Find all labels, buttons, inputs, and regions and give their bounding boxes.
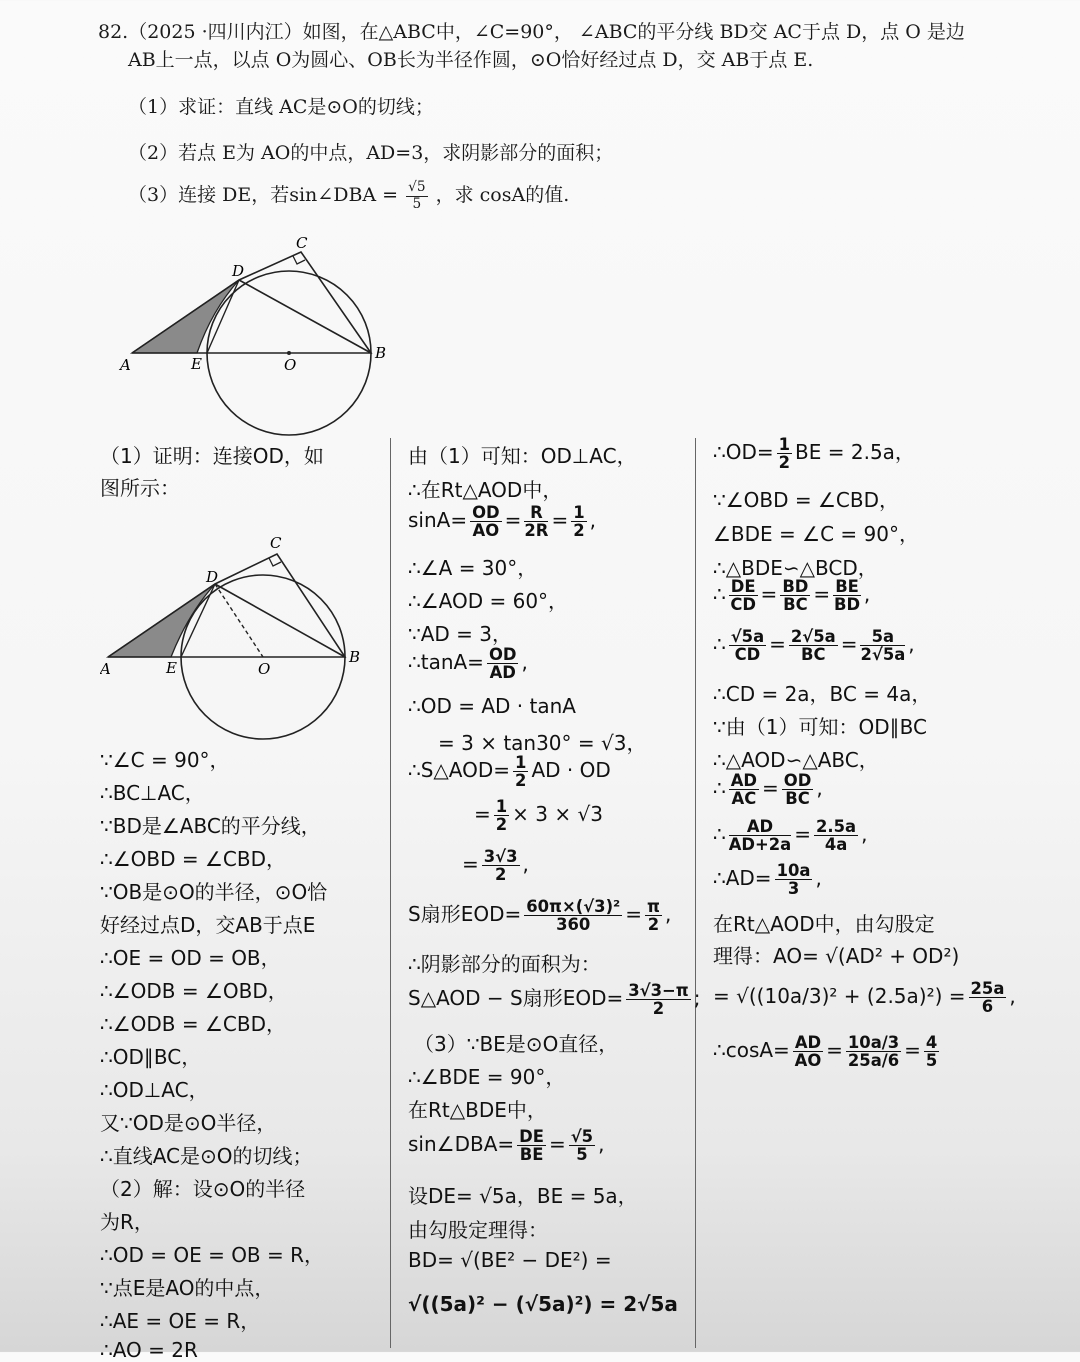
formula-line: ∴ $\frac{√5a}{CD}$ = $\frac{2√5a}{BC}$ = $\frac{5a}{2√5a}$ , — [713, 627, 915, 665]
fraction: $\frac{√5a}{CD}$ — [730, 627, 765, 665]
text-line: ∴∠ODB = ∠CBD， — [100, 1012, 287, 1036]
fraction: $\frac{\pi}{2}$ — [647, 897, 660, 935]
fraction: $\frac{AD}{AC}$ — [730, 771, 758, 809]
text-line: ∴阴影部分的面积为： — [408, 952, 601, 976]
text-line: ∴直线AC是⊙O的切线； — [100, 1144, 313, 1168]
formula-line: ∴S△AOD= $\frac{1}{2}$ AD · OD — [408, 753, 611, 791]
text-line: ∵点E是AO的中点， — [100, 1276, 275, 1300]
fraction: $\frac{BD}{BC}$ — [782, 577, 809, 615]
fraction: $\frac{3√3}{2}$ — [483, 847, 518, 885]
problem-statement — [98, 18, 978, 74]
text-line: 又∵OD是⊙O半径， — [100, 1111, 277, 1135]
fraction: $\frac{√5}{5}$ — [408, 179, 426, 212]
fraction: $\frac{\text{60π×(√3)²}}{360}$ — [526, 897, 621, 935]
center-point — [287, 351, 291, 355]
formula-line: = $\frac{1}{2}$ × 3 × √3 — [474, 797, 603, 835]
text-line: ∵∠C = 90°， — [100, 748, 230, 772]
fraction: $\frac{DE}{BE}$ — [519, 1127, 544, 1165]
fraction: $\frac{AD}{AO}$ — [794, 1033, 822, 1071]
text-line: ∴在Rt△AOD中， — [408, 478, 563, 502]
formula-line: ∴AD= $\frac{10a}{3}$ , — [713, 861, 822, 899]
text-line: ∵由（1）可知：OD∥BC — [713, 715, 927, 739]
text-line: ∴∠ODB = ∠OBD， — [100, 979, 288, 1003]
text-line: ∴∠A = 30°， — [408, 556, 538, 580]
text-line: （1）证明：连接OD，如 — [100, 444, 324, 468]
text-line: √((5a)² − (√5a)²) = 2√5a — [408, 1292, 678, 1316]
text-line: ∴△BDE∽△BCD， — [713, 556, 878, 580]
fraction: $\frac{25a}{6}$ — [970, 979, 1005, 1017]
right-angle-mark — [293, 256, 305, 264]
label-d: D — [206, 568, 219, 586]
fraction: $\frac{5a}{2√5a}$ — [860, 627, 906, 665]
label-d: D — [232, 262, 245, 280]
text-line: BD= √(BE² − DE²) = — [408, 1248, 612, 1272]
fraction: $\frac{R}{2R}$ — [524, 503, 549, 541]
fraction: $\frac{BE}{BD}$ — [833, 577, 861, 615]
text-line: ∴OE = OD = OB， — [100, 946, 281, 970]
question-2: （2）若点 E为 AO的中点，AD=3，求阴影部分的面积； — [128, 142, 614, 164]
label-a: A — [100, 660, 111, 678]
text-line: ∴∠AOD = 60°， — [408, 589, 569, 613]
text-line: 设DE= √5a，BE = 5a， — [408, 1184, 638, 1208]
segment-bd — [239, 280, 371, 353]
segment-od-dashed — [215, 584, 263, 657]
fraction: $\frac{4}{5}$ — [925, 1033, 938, 1071]
column-divider-1 — [390, 438, 391, 1348]
fraction: $\frac{OD}{BC}$ — [783, 771, 812, 809]
geometry-figure — [110, 228, 410, 438]
text-line: （2）解：设⊙O的半径 — [100, 1177, 306, 1201]
formula-line: = $\frac{3√3}{2}$ , — [462, 847, 529, 885]
fraction: $\frac{1}{2}$ — [573, 503, 585, 541]
label-e: E — [191, 355, 202, 373]
fraction: $\frac{2.5a}{4a}$ — [816, 817, 857, 855]
formula-line: sinA= $\frac{OD}{AO}$ = $\frac{R}{2R}$ = $\frac{1}{2}$ , — [408, 503, 596, 541]
label-o: O — [258, 660, 271, 678]
text-line: ∵OB是⊙O的半径，⊙O恰 — [100, 880, 328, 904]
formula-line: ∴ $\frac{DE}{CD}$ = $\frac{BD}{BC}$ = $\frac{BE}{BD}$ , — [713, 577, 871, 615]
text-line: 由勾股定理得： — [408, 1218, 548, 1242]
text-line: ∠BDE = ∠C = 90°， — [713, 522, 919, 546]
text-line: ∴OD = OE = OB = R， — [100, 1243, 325, 1267]
text-line: = 3 × tan30° = √3， — [438, 731, 647, 755]
text-line: ∴OD⊥AC， — [100, 1078, 209, 1102]
text-line: ∴∠BDE = 90°， — [408, 1065, 566, 1089]
text-line: ∴CD = 2a，BC = 4a， — [713, 682, 932, 706]
question-3: （3）连接 DE，若sin∠DBA = $\frac{√5}{5}$ ，求 cosA的值. — [128, 179, 570, 212]
problem-line-2: AB上一点，以点 O为圆心、OB长为半径作圆，⊙O恰好经过点 D，交 AB于点 E. — [128, 49, 814, 71]
formula-line: ∴tanA= $\frac{OD}{AD}$ , — [408, 645, 528, 683]
fraction: $\frac{1}{2}$ — [778, 435, 791, 473]
problem-line-1: 82.（2025 ·四川内江）如图，在△ABC中，∠C=90°， ∠ABC的平分线 BD交 AC于点 D，点 O 是边 — [98, 21, 965, 43]
formula-line: = √((10a/3)² + (2.5a)²) = $\frac{25a}{6}$ , — [713, 979, 1016, 1017]
formula-line: ∴OD= $\frac{1}{2}$ BE = 2.5a， — [713, 435, 915, 473]
formula-line: S扇形EOD= $\frac{\text{60π×(√3)²}}{360}$ = $\frac{\pi}{2}$ , — [408, 897, 672, 935]
fraction: $\frac{DE}{CD}$ — [730, 577, 756, 615]
label-o: O — [284, 356, 297, 374]
text-line: 图所示： — [100, 476, 180, 500]
label-b: B — [375, 344, 387, 362]
text-line: 好经过点D，交AB于点E — [100, 913, 316, 937]
text-line: ∵BD是∠ABC的平分线， — [100, 814, 321, 838]
text-line: ∴AE = OE = R， — [100, 1309, 261, 1333]
right-angle-mark — [269, 558, 281, 566]
fraction: $\frac{1}{2}$ — [515, 753, 527, 791]
text-line: ∴△AOD∽△ABC， — [713, 748, 879, 772]
label-a: A — [120, 356, 131, 374]
formula-line: S△AOD − S扇形EOD= $\frac{3√3-\pi}{2}$ ; — [408, 981, 701, 1019]
fraction: $\frac{√5}{5}$ — [570, 1127, 594, 1165]
fraction: $\frac{2√5a}{BC}$ — [790, 627, 836, 665]
text-line: ∴∠OBD = ∠CBD， — [100, 847, 287, 871]
text-line: ∴OD∥BC， — [100, 1045, 202, 1069]
text-line: 在Rt△AOD中，由勾股定 — [713, 912, 935, 936]
text-line: ∴AO = 2R — [100, 1338, 198, 1362]
question-1: （1）求证：直线 AC是⊙O的切线； — [128, 96, 434, 118]
text-line: ∴OD = AD · tanA — [408, 694, 576, 718]
fraction: $\frac{OD}{AO}$ — [472, 503, 500, 541]
label-e: E — [166, 659, 177, 677]
text-line: 由（1）可知：OD⊥AC， — [408, 444, 637, 468]
column-divider-2 — [695, 438, 696, 1348]
label-c: C — [270, 534, 282, 552]
text-line: ∴BC⊥AC， — [100, 781, 205, 805]
solution-figure — [100, 532, 370, 742]
segment-bd — [215, 584, 345, 657]
label-c: C — [296, 234, 308, 252]
fraction: $\frac{1}{2}$ — [495, 797, 508, 835]
text-line: ∵AD = 3， — [408, 622, 513, 646]
text-line: ∵∠OBD = ∠CBD， — [713, 488, 900, 512]
text-line: 在Rt△BDE中， — [408, 1098, 547, 1122]
formula-line: sin∠DBA= $\frac{DE}{BE}$ = $\frac{√5}{5}$ , — [408, 1127, 605, 1165]
fraction: $\frac{3√3-\pi}{2}$ — [628, 981, 689, 1019]
formula-line: ∴ $\frac{AD}{AD+2a}$ = $\frac{2.5a}{4a}$ , — [713, 817, 868, 855]
fraction: $\frac{OD}{AD}$ — [488, 645, 517, 683]
text-line: 为R， — [100, 1210, 154, 1234]
fraction: $\frac{AD}{AD+2a}$ — [728, 817, 792, 855]
formula-line: ∴cosA= $\frac{AD}{AO}$ = $\frac{10a/3}{25a/6}$ = $\frac{4}{5}$ — [713, 1033, 938, 1071]
fraction: $\frac{10a/3}{25a/6}$ — [847, 1033, 900, 1071]
fraction: $\frac{10a}{3}$ — [776, 861, 811, 899]
label-b: B — [349, 648, 361, 666]
text-line: （3）∵BE是⊙O直径， — [414, 1032, 619, 1056]
text-line: 理得：AO= √(AD² + OD²) — [713, 944, 960, 968]
formula-line: ∴ $\frac{AD}{AC}$ = $\frac{OD}{BC}$ , — [713, 771, 823, 809]
